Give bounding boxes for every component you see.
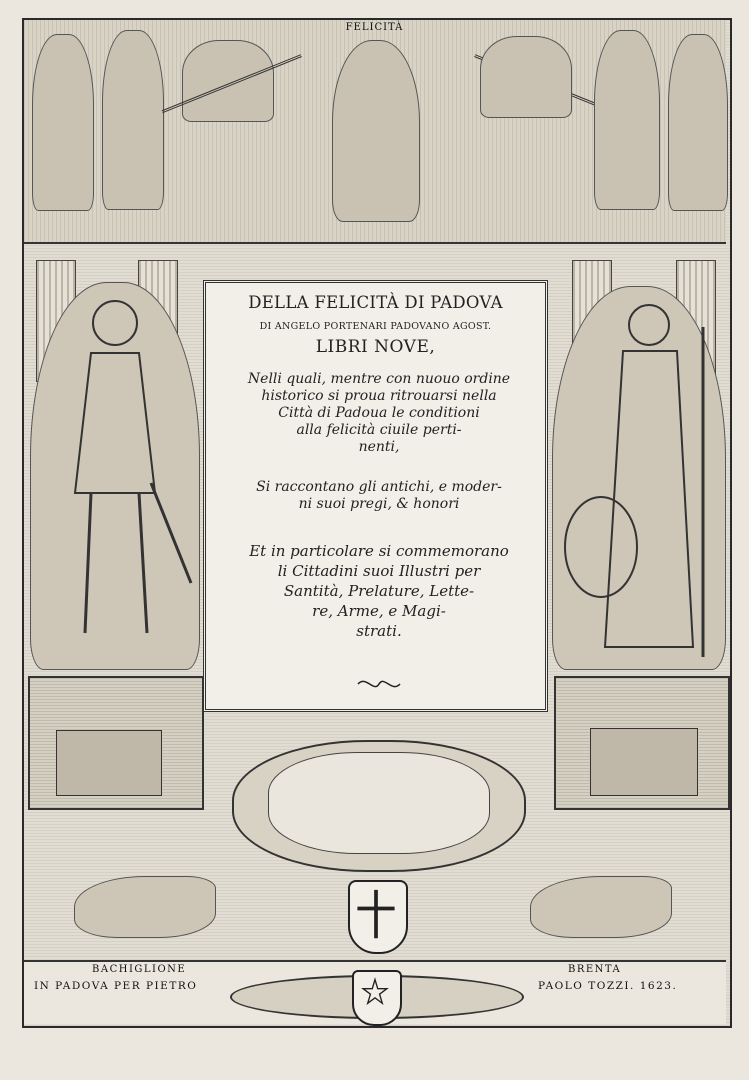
river-label-right: BRENTA	[568, 964, 622, 975]
minerva-sketch	[553, 287, 725, 669]
text-line: historico si proua ritrouarsi nella	[261, 388, 497, 404]
imprint-right: PAOLO TOZZI. 1623.	[538, 980, 678, 992]
author-line: DI ANGELO PORTENARI PADOVANO AGOST.	[259, 321, 492, 332]
imprint-left: IN PADOVA PER PIETRO	[34, 980, 198, 992]
river-god-bacchiglione	[74, 876, 216, 938]
saint-figure-left-2	[102, 30, 164, 210]
text-line: re, Arme, e Magi-	[312, 602, 446, 620]
star-icon	[354, 972, 396, 1020]
book-title: DELLA FELICITÀ DI PADOVA	[248, 293, 503, 312]
river-god-brenta	[530, 876, 672, 938]
relief-still-life-left	[56, 730, 162, 796]
text-line: alla felicità ciuile perti-	[296, 422, 462, 438]
text-line: Santità, Prelature, Lette-	[283, 582, 475, 600]
river-label-left: BACHIGLIONE	[92, 964, 187, 975]
saint-figure-right	[668, 34, 728, 211]
paragraph-2	[214, 479, 544, 513]
text-line: strati.	[356, 622, 402, 640]
paragraph-3	[214, 541, 544, 641]
putto-right	[480, 36, 572, 118]
text-line: Città di Padoua le conditioni	[278, 405, 480, 421]
saint-figure-left-1	[32, 34, 94, 211]
warrior-statue	[30, 282, 200, 670]
paragraph-1	[214, 371, 544, 456]
text-line: nenti,	[358, 439, 400, 455]
text-line: Et in particolare si commemorano	[249, 542, 509, 560]
cross-icon	[350, 882, 402, 948]
text-line: ni suoi pregi, & honori	[298, 496, 460, 512]
felicita-label: FELICITÀ	[345, 22, 404, 33]
minerva-statue	[552, 286, 726, 670]
text-line: li Cittadini suoi Illustri per	[277, 562, 481, 580]
felicita-figure	[332, 40, 420, 222]
text-line: Nelli quali, mentre con nuouo ordine	[247, 371, 511, 387]
text-line: Si raccontano gli antichi, e moder-	[256, 479, 502, 495]
bishop-figure	[594, 30, 660, 210]
printer-device	[352, 970, 402, 1026]
subtitle: LIBRI NOVE,	[315, 337, 436, 357]
title-panel	[203, 280, 548, 712]
padua-scene-vignette	[268, 752, 490, 854]
warrior-sketch	[31, 283, 199, 669]
flourish-ornament	[356, 675, 402, 693]
padua-coat-of-arms	[348, 880, 408, 954]
relief-still-life-right	[590, 728, 698, 796]
